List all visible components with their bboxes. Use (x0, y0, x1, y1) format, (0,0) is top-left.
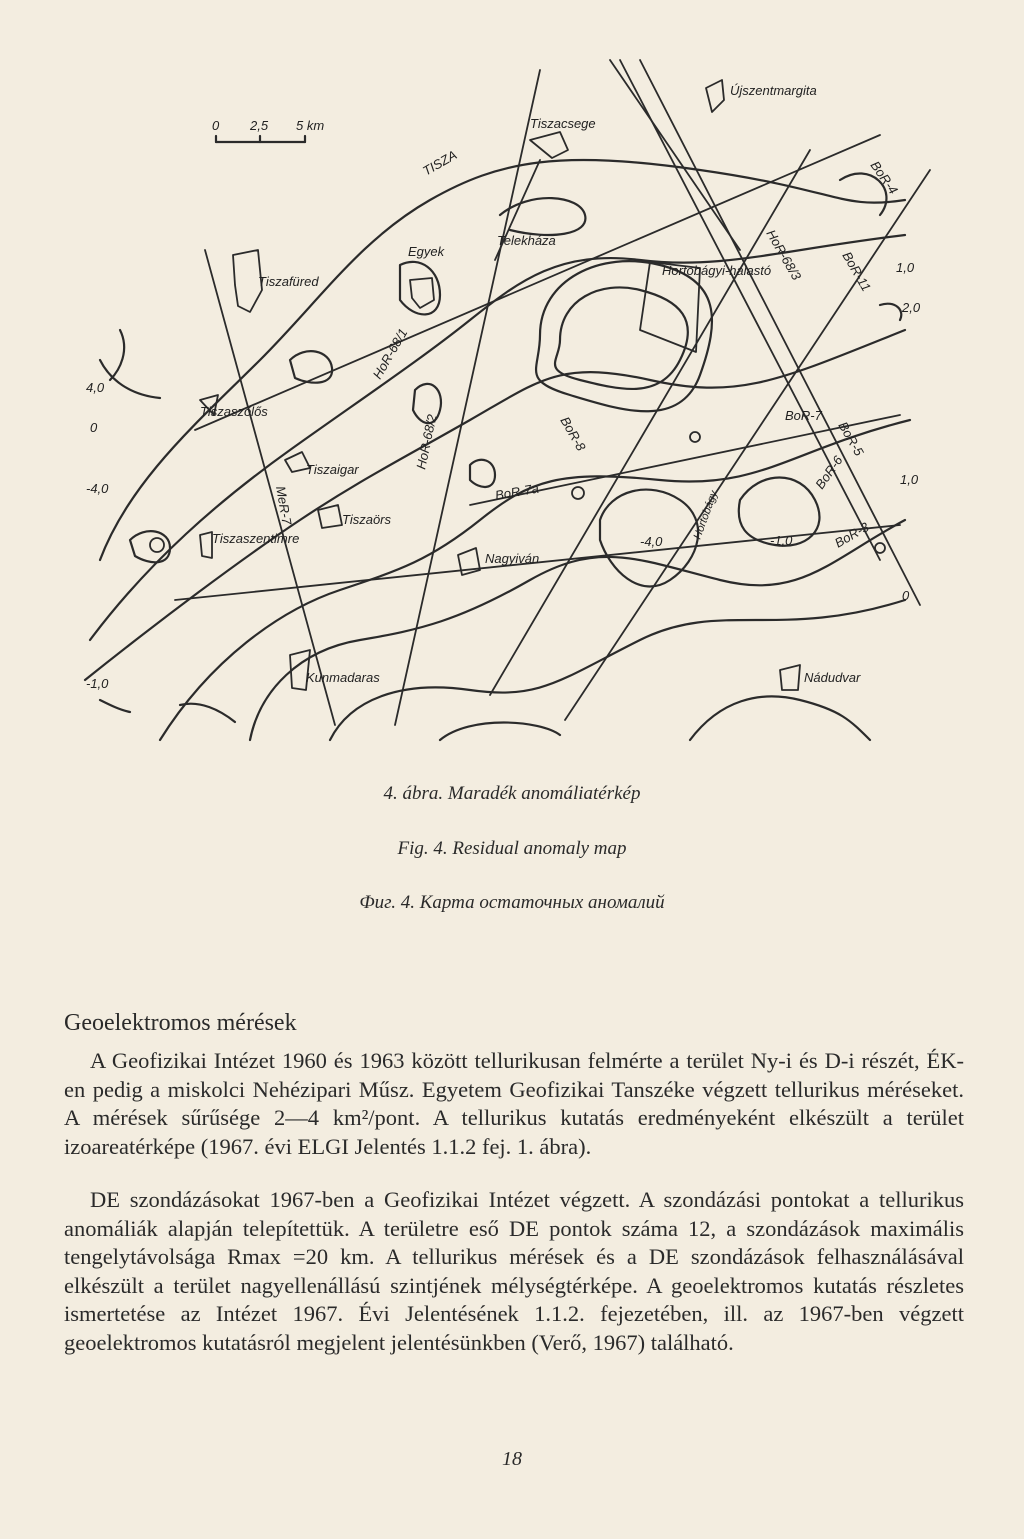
contour-label-right-mid: 1,0 (900, 472, 919, 487)
contour-label-zero-left: 0 (90, 420, 98, 435)
paragraph-1-text: A Geofizikai Intézet 1960 és 1963 között tellurikusan felmérte a terület Ny-i és D-i részét, ÉK-en pedig a miskolci Nehézipari Műsz. Egyetem Geofizikai Tanszéke végzett tellurikus méréseket. A mérések sűrűsége 2—4 km²/pont. A tellurikus kutatás eredményeként elkészült a terület izoareatérképe (1967. évi ELGI Jelentés 1.1.2 fej. 1. ábra). (64, 1048, 964, 1159)
contour-label-center-right: -1,0 (770, 533, 793, 548)
place-tiszaszentimre: Tiszaszentimre (212, 531, 300, 546)
profile-hortobagy: Hortobágy (691, 489, 721, 542)
contour-label-lower-left: -1,0 (86, 676, 109, 691)
place-telekhaza: Telekháza (497, 233, 556, 248)
place-kunmadaras: Kunmadaras (306, 670, 380, 685)
paragraph-2-text: DE szondázásokat 1967-ben a Geofizikai Intézet végzett. A szondázási pontokat a tellurikus anomáliák alapján telepítettük. A területre eső DE pontok száma 12, a szondázások maximális tengelytávolsága Rmax =20 km. A tellurikus mérések és a DE szondázások felhasználásával elkészült a terület nagyellenállású szintjének mélységtérképe. A geoelektromos kutatás részletes ismertetése az Intézet 1967. Évi Jelentésének 1.1.2. fejezetében, ill. az 1967-ben végzett geoelektromos kutatásról megjelent jelentésünkben (Verő, 1967) található. (64, 1187, 964, 1355)
place-egyek: Egyek (408, 244, 445, 259)
place-tiszacsege: Tiszacsege (530, 116, 596, 131)
scale-tick-5km: 5 km (296, 118, 325, 133)
paragraph-2 (64, 1186, 964, 1357)
page-number: 18 (502, 1448, 522, 1470)
river-tisza: TISZA (420, 147, 460, 179)
place-hortobagyi-halasto: Hortobágyi-halastó (662, 263, 772, 278)
scale-bar (216, 136, 305, 142)
profile-bor-7: BoR-7 (785, 408, 822, 423)
place-nagyivan: Nagyiván (485, 551, 540, 566)
contour-label-right-upper: 1,0 (896, 260, 915, 275)
place-tiszaors: Tiszaörs (342, 512, 392, 527)
profile-hor-68-3: HoR-68/3 (763, 227, 805, 283)
profile-bor-6: BoR-6 (812, 452, 846, 492)
contour-label-center-low: -4,0 (640, 534, 663, 549)
profile-bor-4: BoR-4 (867, 158, 901, 197)
profile-mer-7: MeR-7 (273, 484, 295, 526)
residual-anomaly-map (0, 0, 1024, 760)
profile-bor-5: BoR-5 (835, 419, 867, 459)
place-tiszafured: Tiszafüred (258, 274, 319, 289)
section-title: Geoelektromos mérések (64, 1010, 297, 1036)
caption-hungarian: 4. ábra. Maradék anomáliatérkép (383, 783, 641, 804)
profile-hor-68-1: HoR-68/1 (369, 325, 411, 382)
profile-lines (175, 60, 930, 725)
caption-english: Fig. 4. Residual anomaly map (397, 838, 627, 859)
contour-label-left: -4,0 (86, 481, 109, 496)
place-tiszaszolos: Tiszaszőlős (200, 404, 268, 419)
contour-label-upper-left: 4,0 (86, 380, 105, 395)
profile-bor-3: BoR-3 (832, 519, 872, 551)
place-nadudvar: Nádudvar (804, 670, 861, 685)
profile-bor-7a: BoR-7a (493, 480, 540, 503)
contour-label-right-lower: 0 (902, 588, 910, 603)
profile-hor-68-2: HoR-68/2 (413, 413, 440, 471)
profile-bor-11: BoR-11 (839, 249, 874, 294)
profile-bor-8: BoR-8 (557, 414, 589, 454)
caption-russian: Фиг. 4. Карта остаточных аномалий (359, 892, 665, 913)
scale-tick-0: 0 (212, 118, 220, 133)
paragraph-1 (64, 1047, 964, 1161)
place-ujszentmargita: Újszentmargita (730, 83, 817, 98)
scale-tick-2-5: 2,5 (250, 118, 269, 133)
contour-label-right: 2,0 (902, 300, 921, 315)
place-tiszaigar: Tiszaigar (306, 462, 359, 477)
